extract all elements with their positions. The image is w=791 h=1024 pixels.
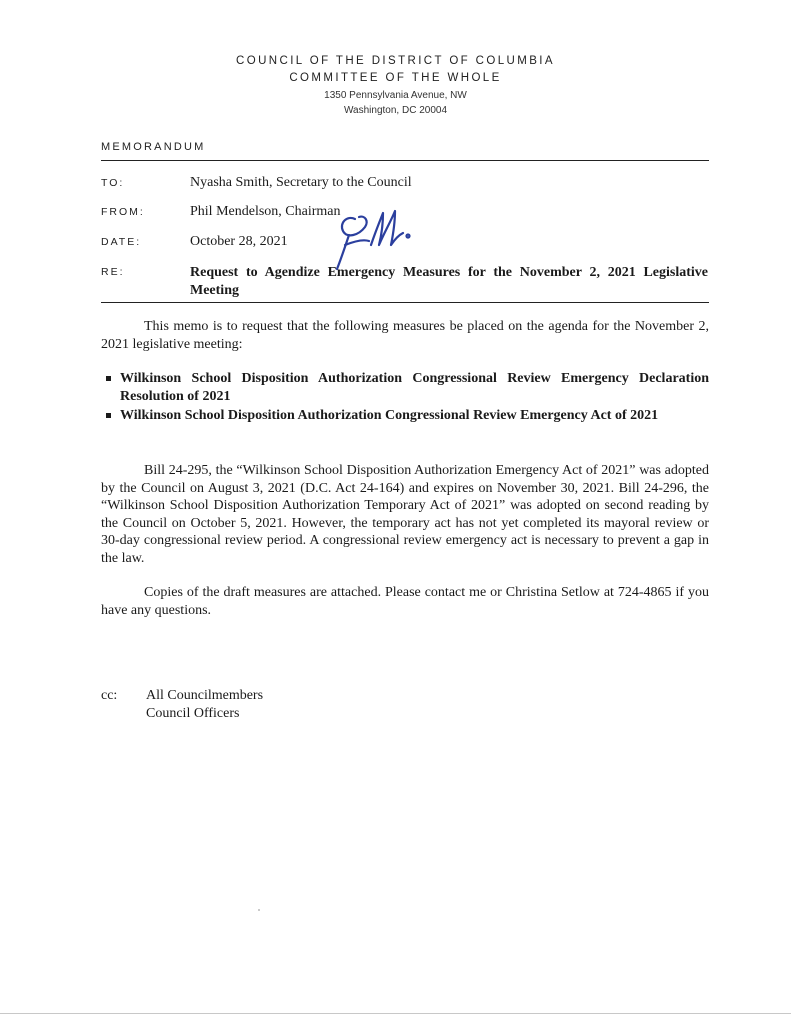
signature-icon — [325, 205, 435, 275]
letterhead-address-line1: 1350 Pennsylvania Avenue, NW — [324, 90, 467, 101]
date-label: DATE: — [101, 236, 142, 248]
re-value: Request to Agendize Emergency Measures for the November 2, 2021 Legislative Meeting — [190, 265, 708, 298]
contact-paragraph: Copies of the draft measures are attached. Please contact me or Christina Setlow at 724-4865 if you have any questions. — [101, 585, 709, 618]
to-value: Nyasha Smith, Secretary to the Council — [190, 175, 412, 190]
date-value: October 28, 2021 — [190, 234, 288, 249]
measures-list — [101, 370, 709, 427]
header-top-rule — [101, 160, 709, 161]
measure-title: Wilkinson School Disposition Authorization Congressional Review Emergency Declaration Resolution of 2021 — [120, 371, 709, 404]
cc-recipient: All Councilmembers — [146, 688, 264, 703]
bullet-icon — [106, 413, 111, 418]
re-label: RE: — [101, 266, 125, 278]
letterhead-address-line2: Washington, DC 20004 — [343, 105, 448, 116]
from-value: Phil Mendelson, Chairman — [190, 204, 341, 219]
list-item — [101, 407, 709, 425]
background-paragraph: Bill 24-295, the “Wilkinson School Disposition Authorization Emergency Act of 2021” was adopted by the Council on August 3, 2021 (D.C. Act 24-164) and expires on November 30, 2021. Bill 24-296, the “Wilkinson School Disposition Authorization Temporary Act of 2021” was adopted on second reading by the Council on October 5, 2021. However, the temporary act has not yet completed its mayoral review or 30-day congressional review period. A congressional review emergency act is necessary to prevent a gap in the law. — [101, 463, 709, 566]
intro-paragraph: This memo is to request that the following measures be placed on the agenda for the November 2, 2021 legislative meeting: — [101, 319, 709, 352]
bullet-icon — [106, 376, 111, 381]
measure-title: Wilkinson School Disposition Authorization Congressional Review Emergency Act of 2021 — [120, 408, 659, 423]
cc-recipient: Council Officers — [146, 706, 240, 721]
from-label: FROM: — [101, 206, 145, 218]
list-item — [101, 370, 709, 405]
header-bottom-rule — [101, 302, 709, 303]
memorandum-label: MEMORANDUM — [101, 141, 206, 153]
cc-label: cc: — [101, 688, 118, 703]
to-label: TO: — [101, 177, 125, 189]
letterhead-org: COUNCIL OF THE DISTRICT OF COLUMBIA — [236, 55, 555, 67]
letterhead-committee: COMMITTEE OF THE WHOLE — [289, 72, 502, 84]
page-bottom-edge — [0, 1013, 791, 1014]
scan-speck — [258, 909, 260, 911]
